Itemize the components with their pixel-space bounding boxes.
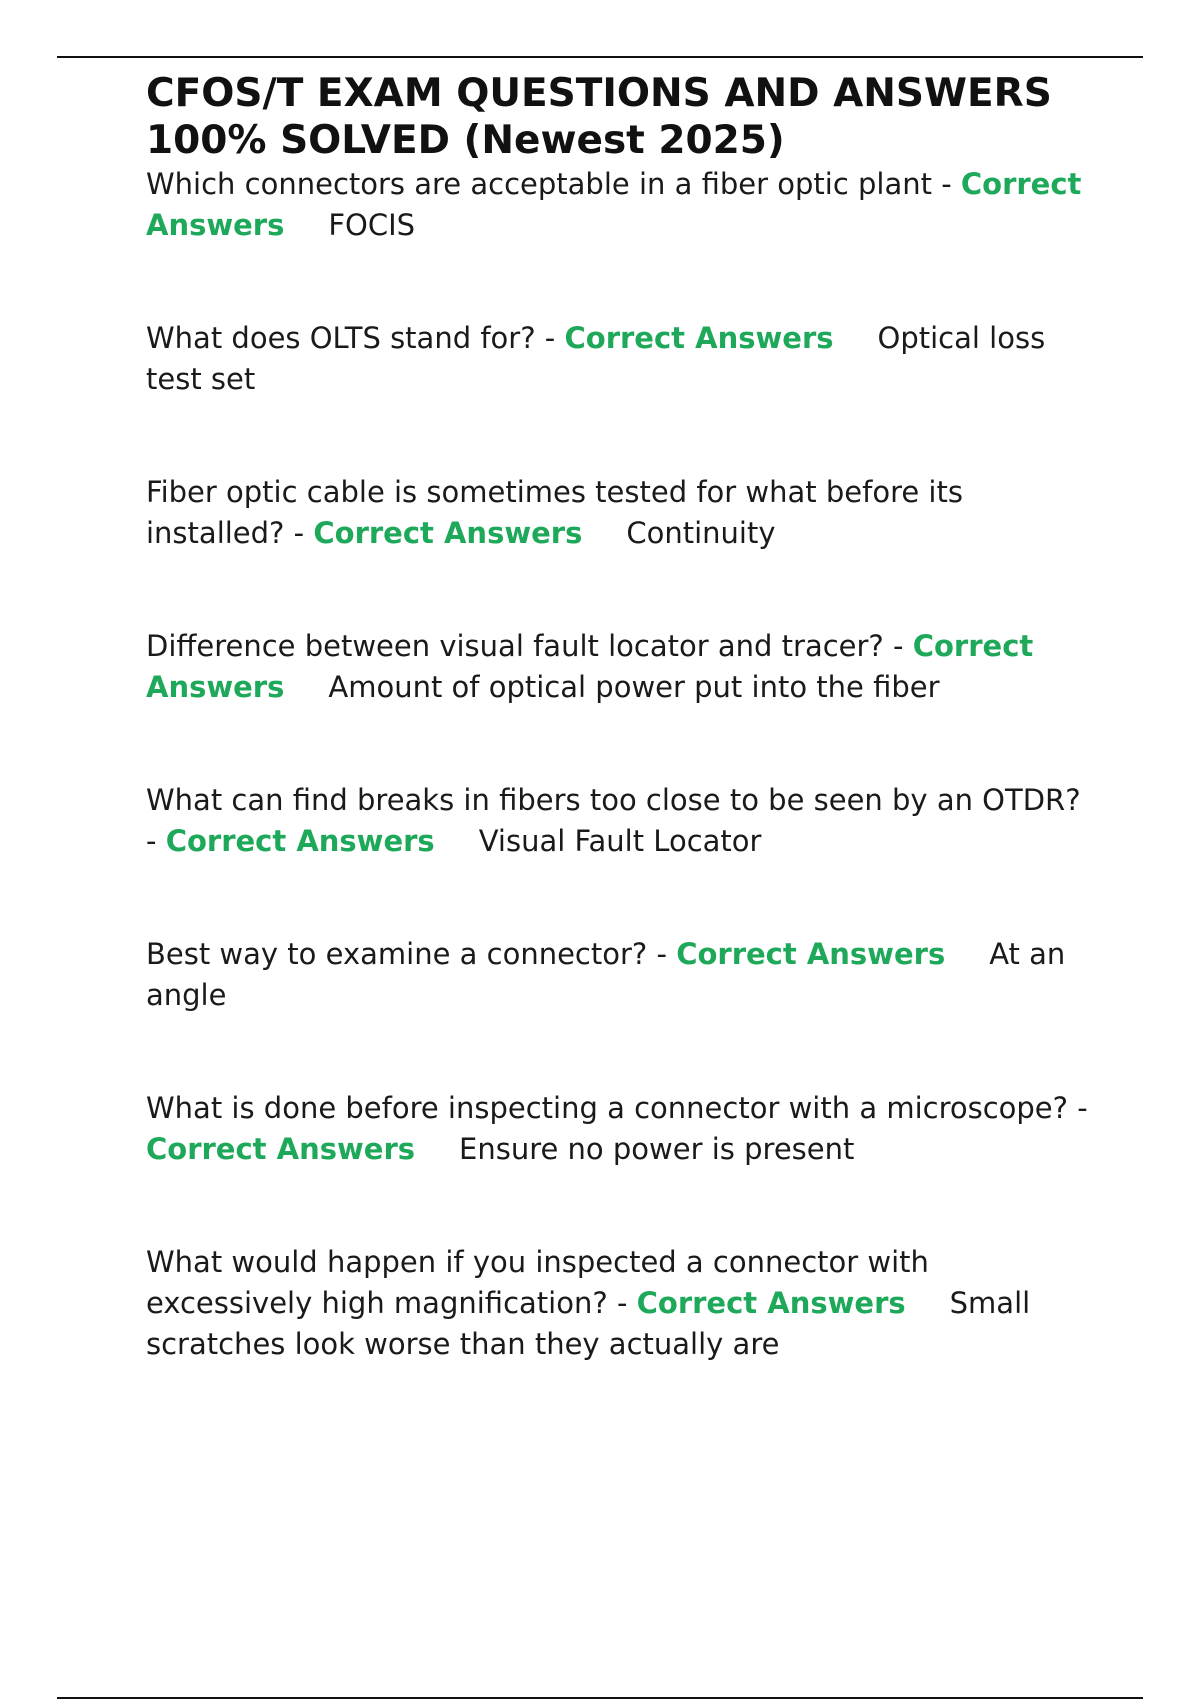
answer-text: Small scratches look worse than they actually are <box>146 1286 1031 1361</box>
bottom-divider <box>57 1697 1143 1699</box>
answer-text: Visual Fault Locator <box>478 824 762 858</box>
question-text: What does OLTS stand for? - <box>146 321 565 355</box>
qa-item <box>146 780 1096 862</box>
correct-answers-label: Correct Answers <box>313 516 583 550</box>
question-text: Which connectors are acceptable in a fiber optic plant - <box>146 167 961 201</box>
answer-text: Optical loss test set <box>146 321 1046 396</box>
correct-answers-label: Correct Answers <box>564 321 834 355</box>
answer-text: FOCIS <box>328 208 416 242</box>
qa-item <box>146 472 1096 554</box>
qa-item <box>146 318 1096 400</box>
correct-answers-label: Correct Answers <box>146 629 1034 704</box>
answer-text: Continuity <box>626 516 776 550</box>
qa-item <box>146 626 1096 708</box>
question-text: What can find breaks in fibers too close to be seen by an OTDR? - <box>146 783 1081 858</box>
qa-item <box>146 164 1096 246</box>
document-title: CFOS/T EXAM QUESTIONS AND ANSWERS 100% SOLVED (Newest 2025) <box>146 71 1052 163</box>
top-divider <box>57 56 1143 58</box>
correct-answers-label: Correct Answers <box>165 824 435 858</box>
qa-item <box>146 934 1096 1016</box>
question-text: Fiber optic cable is sometimes tested for what before its installed? - <box>146 475 963 550</box>
question-text: What is done before inspecting a connector with a microscope? - <box>146 1091 1088 1125</box>
document-body <box>146 70 1096 1437</box>
correct-answers-label: Correct Answers <box>146 1132 416 1166</box>
question-text: Best way to examine a connector? - <box>146 937 677 971</box>
qa-item <box>146 1088 1096 1170</box>
answer-text: Ensure no power is present <box>459 1132 855 1166</box>
question-text: Difference between visual fault locator and tracer? - <box>146 629 913 663</box>
correct-answers-label: Correct Answers <box>146 167 1082 242</box>
correct-answers-label: Correct Answers <box>676 937 946 971</box>
correct-answers-label: Correct Answers <box>636 1286 906 1320</box>
answer-text: Amount of optical power put into the fiber <box>328 670 940 704</box>
question-text: What would happen if you inspected a connector with excessively high magnification? - <box>146 1245 929 1320</box>
qa-item <box>146 1242 1096 1365</box>
answer-text: At an angle <box>146 937 1066 1012</box>
